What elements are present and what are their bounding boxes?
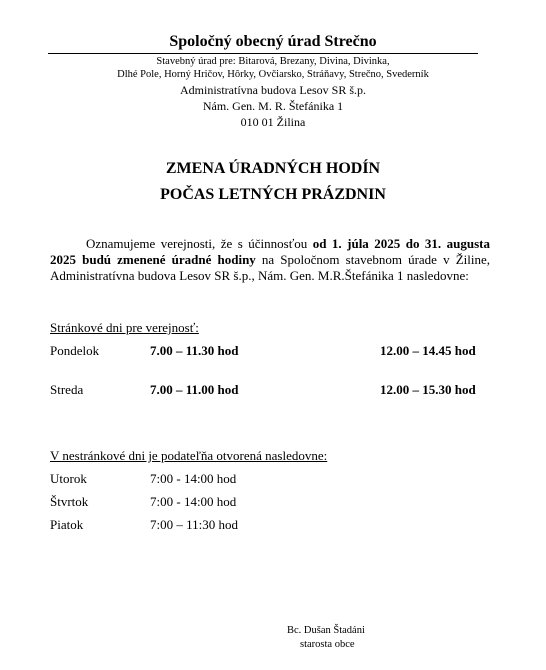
announcement-text-1: Oznamujeme verejnosti, že s účinnosťou	[86, 236, 313, 251]
address-line-1: Administratívna budova Lesov SR š.p.	[180, 83, 366, 97]
office-afternoon-hours: 12.00 – 15.30 hod	[380, 382, 476, 397]
signatory-role: starosta obce	[300, 639, 355, 650]
office-morning-hours: 7.00 – 11.30 hod	[150, 343, 239, 358]
office-title: Spoločný obecný úrad Strečno	[169, 33, 377, 50]
filing-office-heading: V nestránkové dni je podateľňa otvorená nasledovne:	[50, 448, 328, 463]
announcement-date-range: od 1. júla 2025 do 31. augusta 2025 budú zmenené úradné hodiny	[50, 236, 490, 267]
filing-day-label: Utorok	[50, 471, 87, 486]
notice-title-line-2: POČAS LETNÝCH PRÁZDNIN	[160, 186, 386, 203]
announcement-text-2: na Spoločnom stavebnom úrade v Žiline, Administratívna budova Lesov SR š.p., Nám. Gen. M.R.Štefánika 1 nasledovne:	[50, 252, 490, 283]
announcement-paragraph	[50, 236, 490, 284]
address-line-3: 010 01 Žilina	[240, 115, 306, 129]
office-day-label: Streda	[50, 382, 84, 397]
filing-day-label: Piatok	[50, 517, 84, 532]
filing-hours: 7:00 - 14:00 hod	[150, 471, 237, 486]
notice-title-line-1: ZMENA ÚRADNÝCH HODÍN	[165, 160, 381, 177]
filing-hours: 7:00 - 14:00 hod	[150, 494, 237, 509]
signatory-name: Bc. Dušan Štadáni	[287, 625, 365, 636]
served-municipalities-line-2: Dlhé Pole, Horný Hričov, Hôrky, Ovčiarsko, Stráňavy, Strečno, Svederník	[117, 69, 429, 80]
office-day-label: Pondelok	[50, 343, 100, 358]
header-divider	[48, 53, 478, 54]
served-municipalities-line-1: Stavebný úrad pre: Bitarová, Brezany, Divina, Divinka,	[156, 56, 390, 67]
address-line-2: Nám. Gen. M. R. Štefánika 1	[202, 99, 344, 113]
office-morning-hours: 7.00 – 11.00 hod	[150, 382, 239, 397]
filing-hours: 7:00 – 11:30 hod	[150, 517, 238, 532]
office-afternoon-hours: 12.00 – 14.45 hod	[380, 343, 476, 358]
filing-day-label: Štvrtok	[50, 494, 89, 509]
office-days-heading: Stránkové dni pre verejnosť:	[50, 320, 199, 335]
